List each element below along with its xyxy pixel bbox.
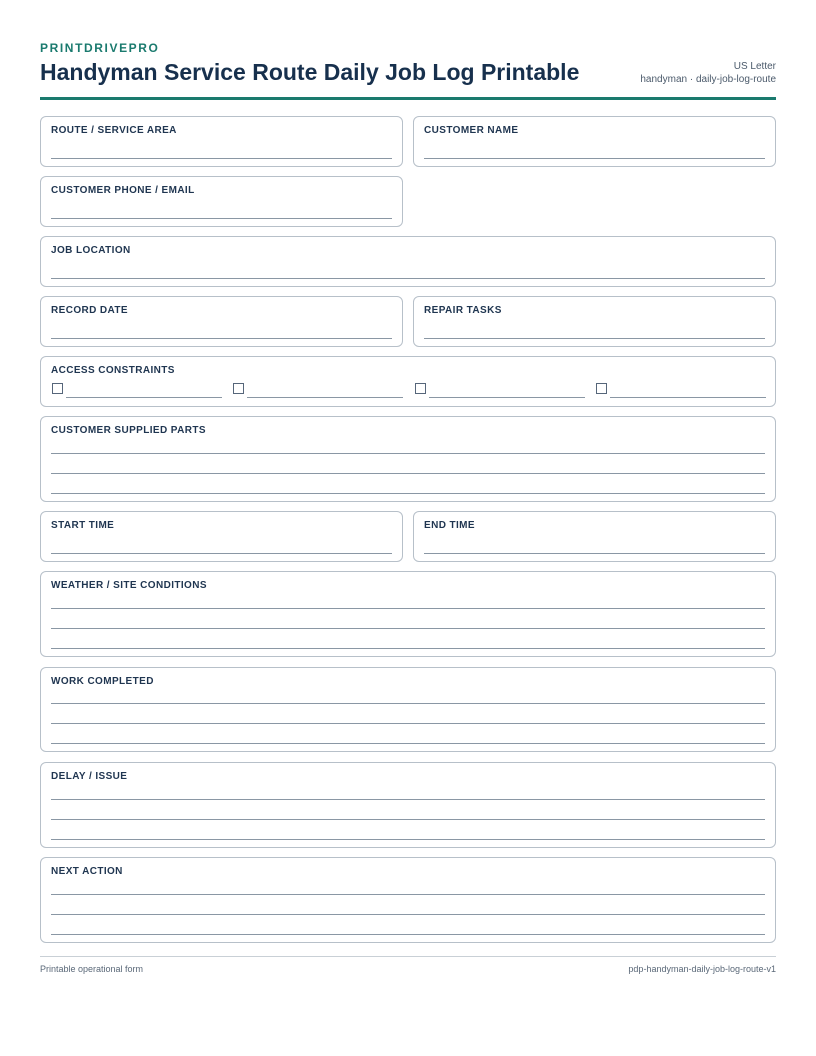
write-line	[66, 397, 222, 398]
brand-name: PRINTDRIVEPRO	[40, 41, 160, 55]
end-time-field[interactable]	[413, 511, 776, 562]
write-line	[51, 723, 765, 724]
access-option-1	[52, 383, 222, 397]
access-option-3	[415, 383, 585, 397]
checkbox[interactable]	[596, 383, 607, 394]
route-service-area-field[interactable]	[40, 116, 403, 167]
checkbox[interactable]	[415, 383, 426, 394]
write-line	[610, 397, 766, 398]
customer-name-field[interactable]	[413, 116, 776, 167]
write-line	[247, 397, 403, 398]
write-line	[51, 839, 765, 840]
write-line	[51, 453, 765, 454]
write-line	[424, 338, 765, 339]
field-label: END TIME	[424, 520, 475, 531]
write-line	[51, 628, 765, 629]
document-tags: handyman · daily-job-log-route	[640, 74, 776, 85]
customer-supplied-parts-field[interactable]	[40, 416, 776, 502]
write-line	[51, 648, 765, 649]
field-label: ACCESS CONSTRAINTS	[51, 365, 175, 376]
write-line	[51, 799, 765, 800]
write-line	[51, 914, 765, 915]
write-line	[51, 338, 392, 339]
write-line	[51, 493, 765, 494]
paper-size: US Letter	[733, 61, 776, 72]
header-divider	[40, 97, 776, 100]
delay-issue-field[interactable]	[40, 762, 776, 848]
write-line	[51, 819, 765, 820]
field-label: ROUTE / SERVICE AREA	[51, 125, 177, 136]
write-line	[51, 934, 765, 935]
footer-divider	[40, 956, 776, 957]
field-label: CUSTOMER NAME	[424, 125, 519, 136]
write-line	[51, 553, 392, 554]
access-option-2	[233, 383, 403, 397]
repair-tasks-field[interactable]	[413, 296, 776, 347]
form-code: pdp-handyman-daily-job-log-route-v1	[628, 964, 776, 974]
write-line	[51, 278, 765, 279]
weather-site-conditions-field[interactable]	[40, 571, 776, 657]
work-completed-field[interactable]	[40, 667, 776, 752]
start-time-field[interactable]	[40, 511, 403, 562]
field-label: NEXT ACTION	[51, 866, 123, 877]
write-line	[51, 608, 765, 609]
write-line	[51, 743, 765, 744]
field-label: RECORD DATE	[51, 305, 128, 316]
checkbox[interactable]	[52, 383, 63, 394]
customer-phone-email-field[interactable]	[40, 176, 403, 227]
write-line	[51, 473, 765, 474]
write-line	[429, 397, 585, 398]
write-line	[424, 158, 765, 159]
field-label: JOB LOCATION	[51, 245, 131, 256]
field-label: WORK COMPLETED	[51, 676, 154, 687]
write-line	[424, 553, 765, 554]
job-location-field[interactable]	[40, 236, 776, 287]
field-label: CUSTOMER SUPPLIED PARTS	[51, 425, 206, 436]
access-constraints-field	[40, 356, 776, 407]
write-line	[51, 703, 765, 704]
document-meta	[640, 60, 776, 86]
field-label: START TIME	[51, 520, 115, 531]
field-label: REPAIR TASKS	[424, 305, 502, 316]
field-label: CUSTOMER PHONE / EMAIL	[51, 185, 195, 196]
checkbox[interactable]	[233, 383, 244, 394]
field-label: DELAY / ISSUE	[51, 771, 128, 782]
write-line	[51, 158, 392, 159]
field-label: WEATHER / SITE CONDITIONS	[51, 580, 207, 591]
footer-description: Printable operational form	[40, 964, 144, 974]
write-line	[51, 218, 392, 219]
page-title: Handyman Service Route Daily Job Log Printable	[40, 59, 580, 85]
write-line	[51, 894, 765, 895]
next-action-field[interactable]	[40, 857, 776, 943]
record-date-field[interactable]	[40, 296, 403, 347]
access-option-4	[596, 383, 766, 397]
